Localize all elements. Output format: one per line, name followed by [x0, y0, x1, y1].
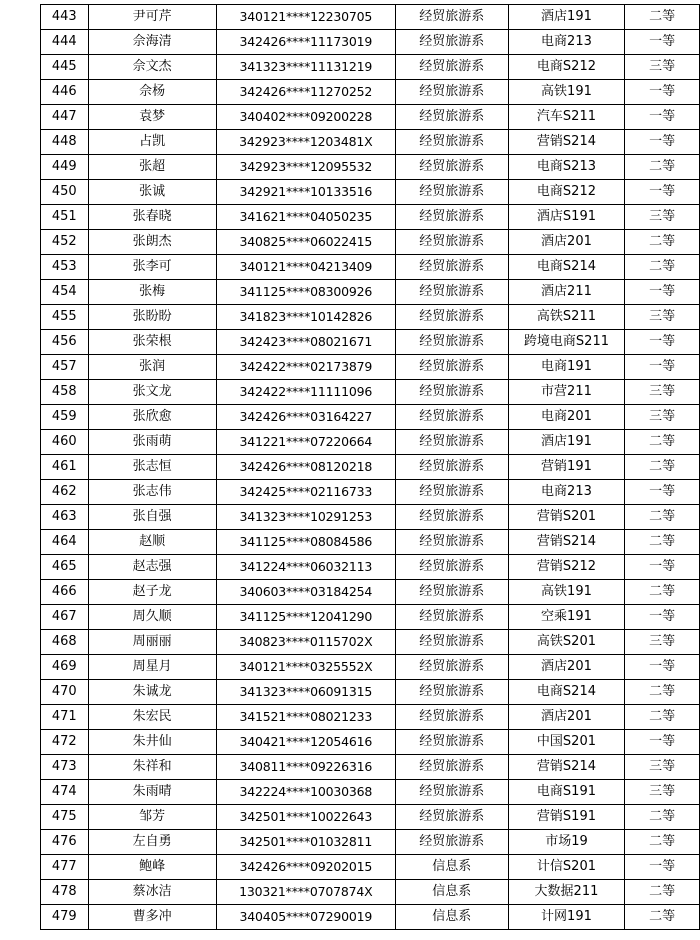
id-number-cell: 342501****10022643: [216, 805, 395, 830]
table-row: [41, 130, 700, 155]
id-number-cell: 341125****12041290: [216, 605, 395, 630]
row-number-cell: 452: [41, 230, 89, 255]
id-number-cell: 130321****0707874X: [216, 880, 395, 905]
student-name-cell: 朱井仙: [88, 730, 216, 755]
row-number-cell: 453: [41, 255, 89, 280]
award-level-cell: 三等: [625, 630, 700, 655]
row-number-cell: 464: [41, 530, 89, 555]
table-row: [41, 655, 700, 680]
row-number-cell: 472: [41, 730, 89, 755]
department-cell: 经贸旅游系: [395, 105, 508, 130]
award-level-cell: 一等: [625, 280, 700, 305]
table-row: [41, 605, 700, 630]
row-number-cell: 459: [41, 405, 89, 430]
row-number-cell: 479: [41, 905, 89, 930]
table-row: [41, 30, 700, 55]
award-level-cell: 二等: [625, 705, 700, 730]
department-cell: 经贸旅游系: [395, 530, 508, 555]
id-number-cell: 341823****10142826: [216, 305, 395, 330]
table-row: [41, 730, 700, 755]
id-number-cell: 342426****08120218: [216, 455, 395, 480]
department-cell: 经贸旅游系: [395, 555, 508, 580]
award-level-cell: 二等: [625, 805, 700, 830]
row-number-cell: 462: [41, 480, 89, 505]
department-cell: 经贸旅游系: [395, 305, 508, 330]
student-name-cell: 张志恒: [88, 455, 216, 480]
student-name-cell: 张诚: [88, 180, 216, 205]
award-level-cell: 二等: [625, 680, 700, 705]
department-cell: 经贸旅游系: [395, 330, 508, 355]
student-name-cell: 佘杨: [88, 80, 216, 105]
department-cell: 信息系: [395, 880, 508, 905]
department-cell: 经贸旅游系: [395, 805, 508, 830]
table-row: [41, 530, 700, 555]
row-number-cell: 475: [41, 805, 89, 830]
table-row: [41, 855, 700, 880]
class-name-cell: 酒店201: [508, 230, 625, 255]
award-level-cell: 一等: [625, 105, 700, 130]
department-cell: 经贸旅游系: [395, 205, 508, 230]
table-row: [41, 255, 700, 280]
row-number-cell: 463: [41, 505, 89, 530]
student-name-cell: 张春晓: [88, 205, 216, 230]
id-number-cell: 342423****08021671: [216, 330, 395, 355]
row-number-cell: 476: [41, 830, 89, 855]
award-level-cell: 一等: [625, 180, 700, 205]
student-name-cell: 佘文杰: [88, 55, 216, 80]
award-level-cell: 二等: [625, 830, 700, 855]
award-level-cell: 二等: [625, 455, 700, 480]
id-number-cell: 340121****0325552X: [216, 655, 395, 680]
row-number-cell: 450: [41, 180, 89, 205]
class-name-cell: 电商213: [508, 480, 625, 505]
student-name-cell: 鲍峰: [88, 855, 216, 880]
row-number-cell: 458: [41, 380, 89, 405]
table-row: [41, 105, 700, 130]
id-number-cell: 340421****12054616: [216, 730, 395, 755]
row-number-cell: 455: [41, 305, 89, 330]
award-level-cell: 一等: [625, 605, 700, 630]
row-number-cell: 461: [41, 455, 89, 480]
award-level-cell: 三等: [625, 205, 700, 230]
department-cell: 经贸旅游系: [395, 755, 508, 780]
department-cell: 经贸旅游系: [395, 355, 508, 380]
department-cell: 经贸旅游系: [395, 155, 508, 180]
id-number-cell: 342501****01032811: [216, 830, 395, 855]
student-name-cell: 周久顺: [88, 605, 216, 630]
table-row: [41, 5, 700, 30]
row-number-cell: 447: [41, 105, 89, 130]
id-number-cell: 341323****06091315: [216, 680, 395, 705]
class-name-cell: 电商S214: [508, 255, 625, 280]
id-number-cell: 341621****04050235: [216, 205, 395, 230]
department-cell: 经贸旅游系: [395, 30, 508, 55]
department-cell: 经贸旅游系: [395, 405, 508, 430]
class-name-cell: 大数据211: [508, 880, 625, 905]
class-name-cell: 电商213: [508, 30, 625, 55]
table-row: [41, 905, 700, 930]
student-name-cell: 张盼盼: [88, 305, 216, 330]
id-number-cell: 342426****09202015: [216, 855, 395, 880]
row-number-cell: 469: [41, 655, 89, 680]
table-row: [41, 505, 700, 530]
student-name-cell: 曹多冲: [88, 905, 216, 930]
department-cell: 经贸旅游系: [395, 655, 508, 680]
department-cell: 信息系: [395, 905, 508, 930]
class-name-cell: 酒店191: [508, 5, 625, 30]
student-name-cell: 张欣愈: [88, 405, 216, 430]
class-name-cell: 酒店201: [508, 655, 625, 680]
student-name-cell: 朱雨晴: [88, 780, 216, 805]
award-level-cell: 二等: [625, 905, 700, 930]
class-name-cell: 汽车S211: [508, 105, 625, 130]
table-row: [41, 455, 700, 480]
id-number-cell: 340603****03184254: [216, 580, 395, 605]
student-name-cell: 张荣根: [88, 330, 216, 355]
award-list-table: [40, 4, 700, 930]
class-name-cell: 酒店201: [508, 705, 625, 730]
class-name-cell: 营销S214: [508, 130, 625, 155]
class-name-cell: 营销S212: [508, 555, 625, 580]
row-number-cell: 457: [41, 355, 89, 380]
department-cell: 经贸旅游系: [395, 280, 508, 305]
table-row: [41, 405, 700, 430]
table-row: [41, 330, 700, 355]
student-name-cell: 朱诚龙: [88, 680, 216, 705]
table-row: [41, 205, 700, 230]
class-name-cell: 高铁S211: [508, 305, 625, 330]
id-number-cell: 342422****11111096: [216, 380, 395, 405]
table-row: [41, 780, 700, 805]
award-level-cell: 二等: [625, 255, 700, 280]
class-name-cell: 电商S191: [508, 780, 625, 805]
row-number-cell: 451: [41, 205, 89, 230]
award-level-cell: 三等: [625, 780, 700, 805]
row-number-cell: 444: [41, 30, 89, 55]
student-name-cell: 袁梦: [88, 105, 216, 130]
department-cell: 信息系: [395, 855, 508, 880]
department-cell: 经贸旅游系: [395, 130, 508, 155]
award-level-cell: 三等: [625, 55, 700, 80]
department-cell: 经贸旅游系: [395, 180, 508, 205]
id-number-cell: 342426****03164227: [216, 405, 395, 430]
table-row: [41, 230, 700, 255]
student-name-cell: 左自勇: [88, 830, 216, 855]
student-name-cell: 张雨萌: [88, 430, 216, 455]
id-number-cell: 341221****07220664: [216, 430, 395, 455]
department-cell: 经贸旅游系: [395, 630, 508, 655]
id-number-cell: 342923****12095532: [216, 155, 395, 180]
row-number-cell: 470: [41, 680, 89, 705]
award-level-cell: 一等: [625, 130, 700, 155]
class-name-cell: 电商S213: [508, 155, 625, 180]
row-number-cell: 456: [41, 330, 89, 355]
student-name-cell: 赵顺: [88, 530, 216, 555]
id-number-cell: 340121****04213409: [216, 255, 395, 280]
id-number-cell: 342426****11270252: [216, 80, 395, 105]
row-number-cell: 473: [41, 755, 89, 780]
table-row: [41, 805, 700, 830]
student-name-cell: 周星月: [88, 655, 216, 680]
department-cell: 经贸旅游系: [395, 830, 508, 855]
award-level-cell: 二等: [625, 580, 700, 605]
id-number-cell: 342923****1203481X: [216, 130, 395, 155]
student-name-cell: 张梅: [88, 280, 216, 305]
class-name-cell: 电商201: [508, 405, 625, 430]
table-row: [41, 830, 700, 855]
id-number-cell: 341125****08084586: [216, 530, 395, 555]
award-level-cell: 二等: [625, 5, 700, 30]
id-number-cell: 340121****12230705: [216, 5, 395, 30]
class-name-cell: 酒店191: [508, 430, 625, 455]
award-level-cell: 一等: [625, 855, 700, 880]
class-name-cell: 营销191: [508, 455, 625, 480]
id-number-cell: 340811****09226316: [216, 755, 395, 780]
student-name-cell: 张志伟: [88, 480, 216, 505]
row-number-cell: 467: [41, 605, 89, 630]
student-name-cell: 张润: [88, 355, 216, 380]
award-level-cell: 一等: [625, 330, 700, 355]
award-level-cell: 三等: [625, 405, 700, 430]
table-row: [41, 155, 700, 180]
department-cell: 经贸旅游系: [395, 580, 508, 605]
department-cell: 经贸旅游系: [395, 80, 508, 105]
row-number-cell: 448: [41, 130, 89, 155]
id-number-cell: 341323****11131219: [216, 55, 395, 80]
class-name-cell: 酒店211: [508, 280, 625, 305]
id-number-cell: 342224****10030368: [216, 780, 395, 805]
id-number-cell: 341323****10291253: [216, 505, 395, 530]
student-name-cell: 占凯: [88, 130, 216, 155]
student-name-cell: 张超: [88, 155, 216, 180]
table-row: [41, 555, 700, 580]
department-cell: 经贸旅游系: [395, 230, 508, 255]
student-name-cell: 张自强: [88, 505, 216, 530]
class-name-cell: 市营211: [508, 380, 625, 405]
award-level-cell: 二等: [625, 430, 700, 455]
department-cell: 经贸旅游系: [395, 255, 508, 280]
student-name-cell: 周丽丽: [88, 630, 216, 655]
id-number-cell: 341224****06032113: [216, 555, 395, 580]
award-level-cell: 二等: [625, 880, 700, 905]
id-number-cell: 342921****10133516: [216, 180, 395, 205]
department-cell: 经贸旅游系: [395, 5, 508, 30]
class-name-cell: 空乘191: [508, 605, 625, 630]
class-name-cell: 市场19: [508, 830, 625, 855]
award-level-cell: 一等: [625, 30, 700, 55]
award-level-cell: 一等: [625, 355, 700, 380]
student-name-cell: 佘海清: [88, 30, 216, 55]
table-row: [41, 430, 700, 455]
table-row: [41, 180, 700, 205]
table-body: [41, 5, 700, 930]
department-cell: 经贸旅游系: [395, 380, 508, 405]
student-name-cell: 张文龙: [88, 380, 216, 405]
class-name-cell: 高铁191: [508, 580, 625, 605]
student-name-cell: 张朗杰: [88, 230, 216, 255]
id-number-cell: 340405****07290019: [216, 905, 395, 930]
class-name-cell: 电商S214: [508, 680, 625, 705]
student-name-cell: 赵志强: [88, 555, 216, 580]
table-row: [41, 355, 700, 380]
id-number-cell: 342422****02173879: [216, 355, 395, 380]
award-level-cell: 一等: [625, 730, 700, 755]
class-name-cell: 电商S212: [508, 180, 625, 205]
class-name-cell: 酒店S191: [508, 205, 625, 230]
row-number-cell: 468: [41, 630, 89, 655]
row-number-cell: 443: [41, 5, 89, 30]
award-level-cell: 三等: [625, 380, 700, 405]
table-row: [41, 380, 700, 405]
row-number-cell: 474: [41, 780, 89, 805]
class-name-cell: 营销S201: [508, 505, 625, 530]
row-number-cell: 478: [41, 880, 89, 905]
class-name-cell: 营销S214: [508, 530, 625, 555]
class-name-cell: 营销S214: [508, 755, 625, 780]
row-number-cell: 477: [41, 855, 89, 880]
id-number-cell: 341521****08021233: [216, 705, 395, 730]
table-row: [41, 705, 700, 730]
id-number-cell: 342425****02116733: [216, 480, 395, 505]
table-row: [41, 80, 700, 105]
row-number-cell: 466: [41, 580, 89, 605]
id-number-cell: 340823****0115702X: [216, 630, 395, 655]
table-row: [41, 280, 700, 305]
table-row: [41, 880, 700, 905]
class-name-cell: 电商191: [508, 355, 625, 380]
table-row: [41, 55, 700, 80]
class-name-cell: 高铁S201: [508, 630, 625, 655]
row-number-cell: 471: [41, 705, 89, 730]
department-cell: 经贸旅游系: [395, 780, 508, 805]
award-level-cell: 三等: [625, 755, 700, 780]
row-number-cell: 446: [41, 80, 89, 105]
department-cell: 经贸旅游系: [395, 55, 508, 80]
table-row: [41, 580, 700, 605]
class-name-cell: 中国S201: [508, 730, 625, 755]
department-cell: 经贸旅游系: [395, 455, 508, 480]
award-level-cell: 一等: [625, 80, 700, 105]
department-cell: 经贸旅游系: [395, 730, 508, 755]
class-name-cell: 跨境电商S211: [508, 330, 625, 355]
table-row: [41, 480, 700, 505]
department-cell: 经贸旅游系: [395, 480, 508, 505]
class-name-cell: 营销S191: [508, 805, 625, 830]
student-name-cell: 邹芳: [88, 805, 216, 830]
department-cell: 经贸旅游系: [395, 505, 508, 530]
department-cell: 经贸旅游系: [395, 430, 508, 455]
student-name-cell: 朱宏民: [88, 705, 216, 730]
table-row: [41, 755, 700, 780]
award-level-cell: 二等: [625, 230, 700, 255]
row-number-cell: 465: [41, 555, 89, 580]
row-number-cell: 454: [41, 280, 89, 305]
student-name-cell: 张李可: [88, 255, 216, 280]
award-level-cell: 一等: [625, 480, 700, 505]
class-name-cell: 电商S212: [508, 55, 625, 80]
student-name-cell: 赵子龙: [88, 580, 216, 605]
table-row: [41, 305, 700, 330]
table-row: [41, 630, 700, 655]
award-level-cell: 三等: [625, 305, 700, 330]
row-number-cell: 449: [41, 155, 89, 180]
award-level-cell: 一等: [625, 655, 700, 680]
row-number-cell: 445: [41, 55, 89, 80]
award-level-cell: 一等: [625, 555, 700, 580]
student-name-cell: 蔡冰洁: [88, 880, 216, 905]
class-name-cell: 计信S201: [508, 855, 625, 880]
student-name-cell: 朱祥和: [88, 755, 216, 780]
department-cell: 经贸旅游系: [395, 705, 508, 730]
id-number-cell: 340825****06022415: [216, 230, 395, 255]
row-number-cell: 460: [41, 430, 89, 455]
table-row: [41, 680, 700, 705]
department-cell: 经贸旅游系: [395, 605, 508, 630]
id-number-cell: 342426****11173019: [216, 30, 395, 55]
id-number-cell: 341125****08300926: [216, 280, 395, 305]
department-cell: 经贸旅游系: [395, 680, 508, 705]
class-name-cell: 计网191: [508, 905, 625, 930]
student-name-cell: 尹可芹: [88, 5, 216, 30]
award-level-cell: 二等: [625, 505, 700, 530]
class-name-cell: 高铁191: [508, 80, 625, 105]
award-level-cell: 二等: [625, 155, 700, 180]
id-number-cell: 340402****09200228: [216, 105, 395, 130]
award-level-cell: 二等: [625, 530, 700, 555]
